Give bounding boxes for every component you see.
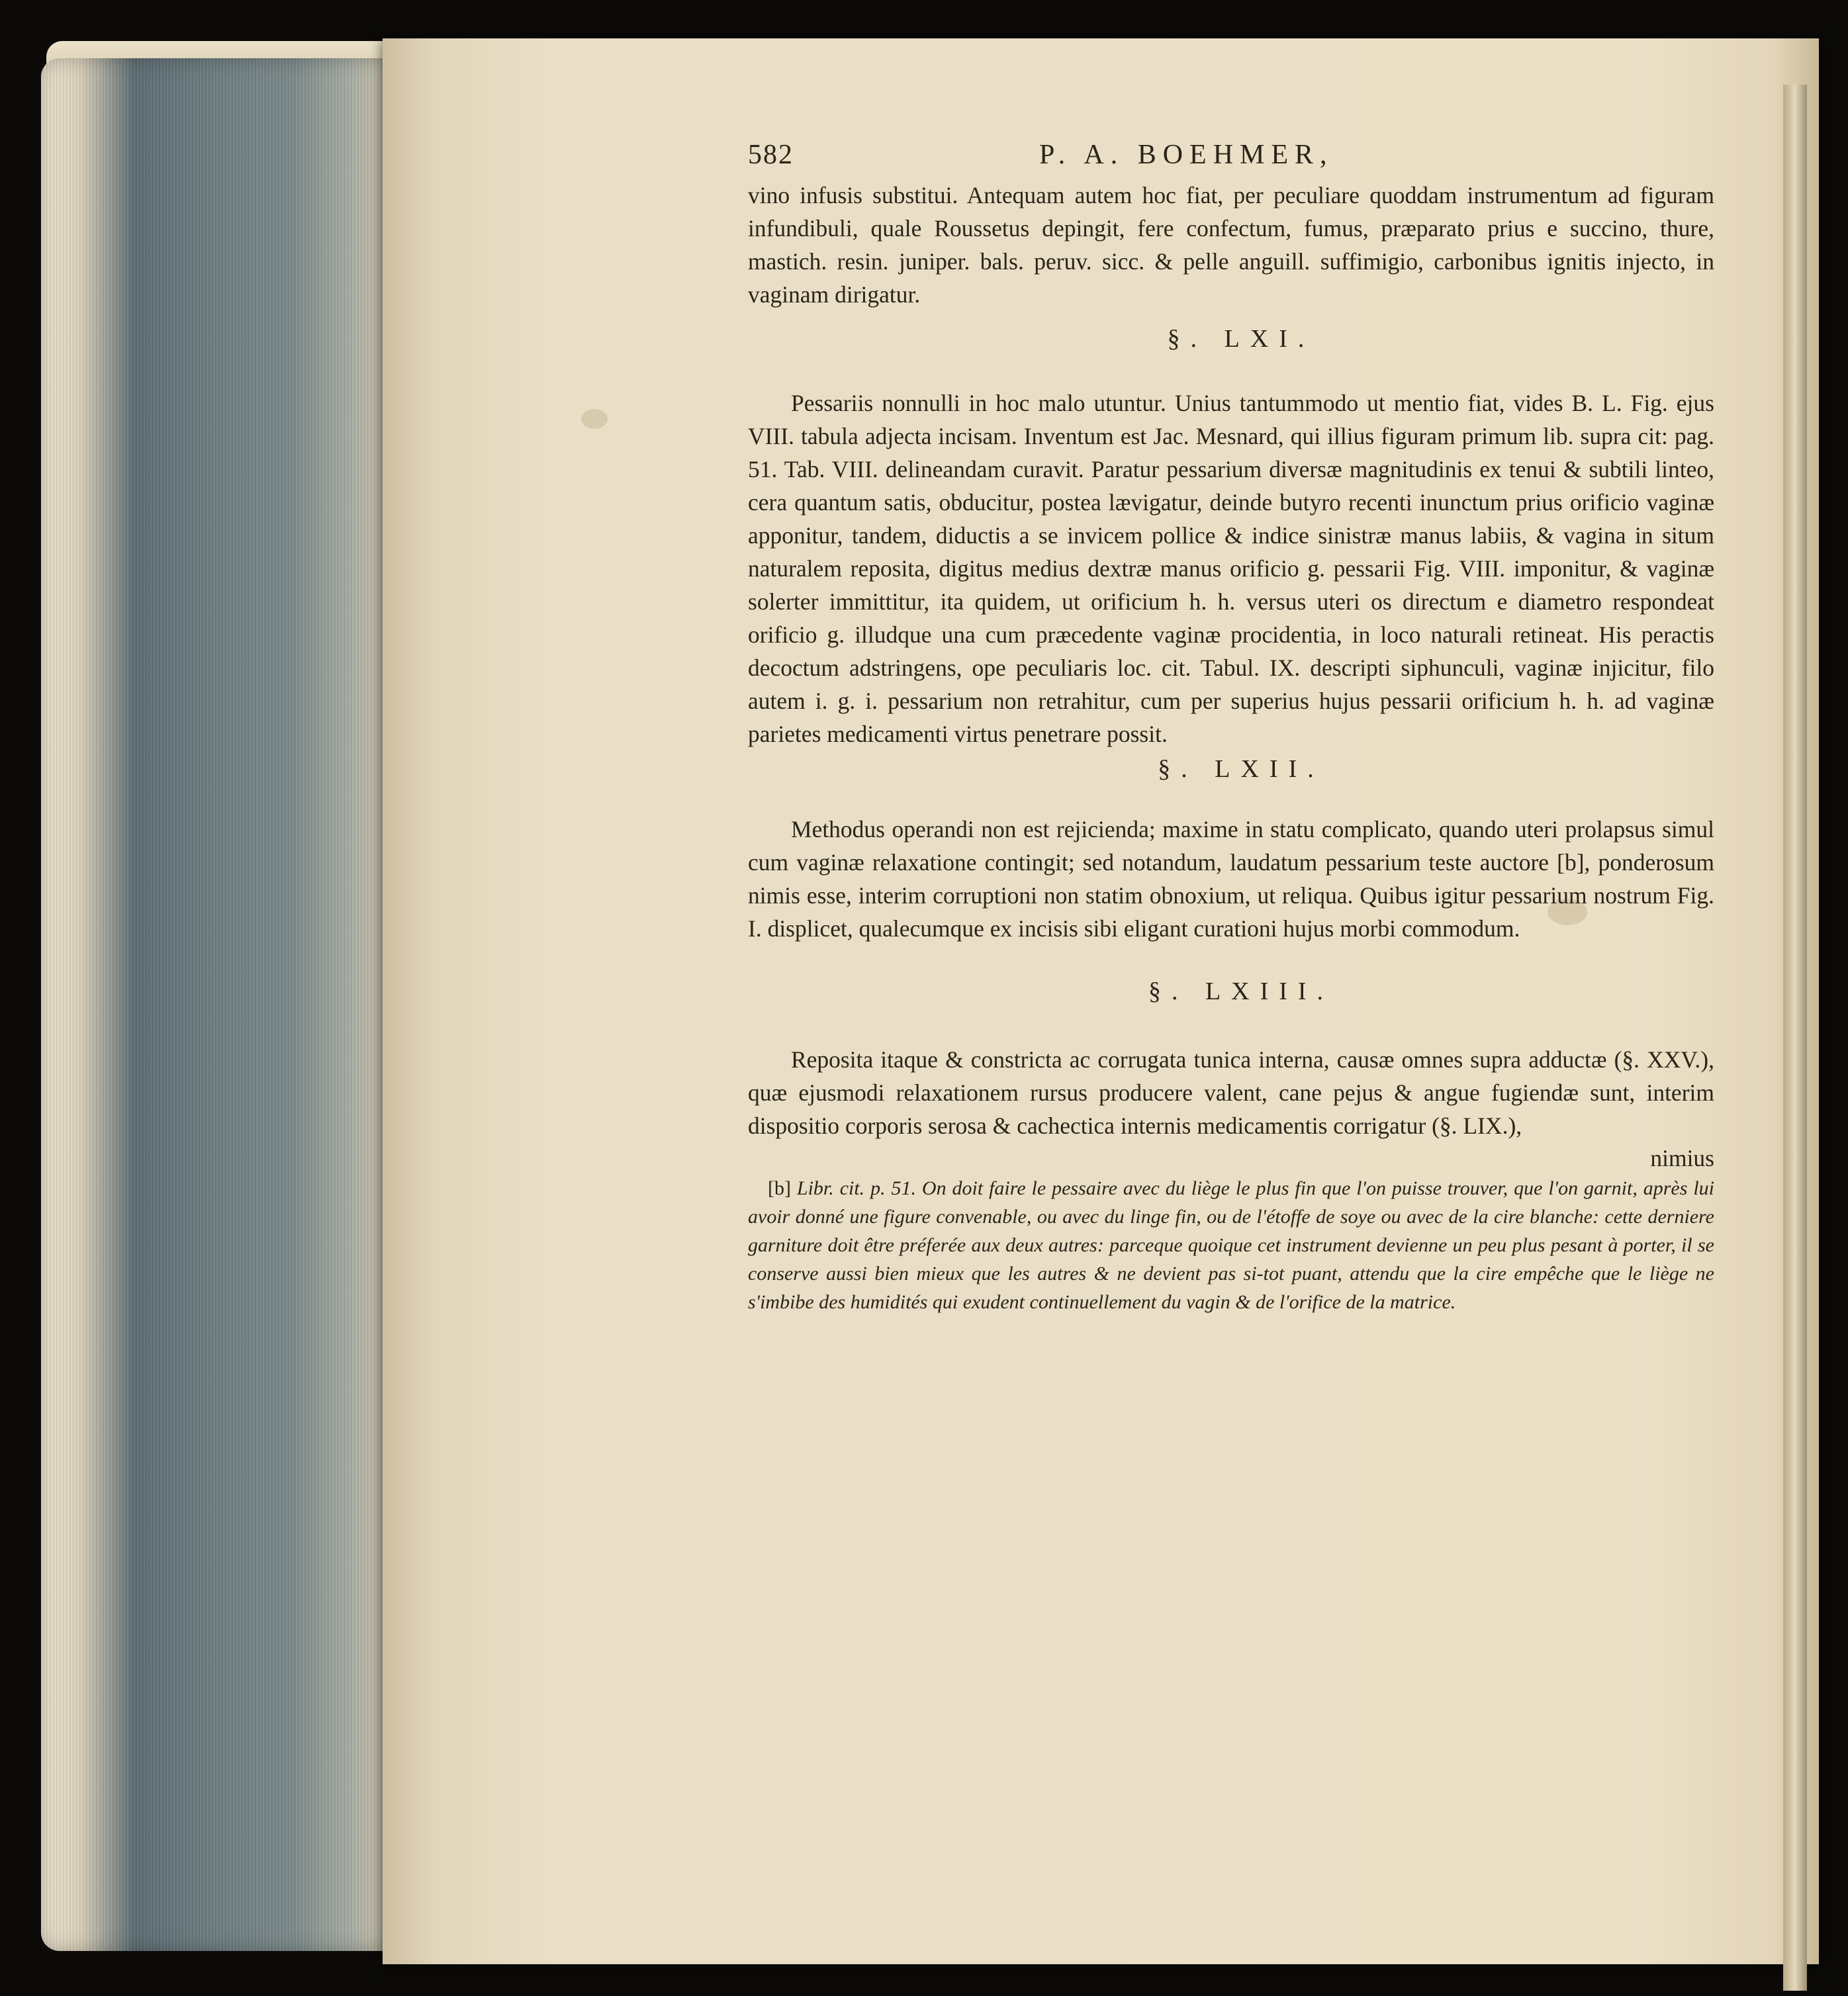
page-text — [748, 139, 1714, 1316]
running-title: P. A. BOEHMER, — [1039, 140, 1334, 170]
paper-stain — [581, 409, 608, 429]
facing-page-edge — [1783, 85, 1807, 1991]
section-heading-61: §. LXI. — [1167, 325, 1315, 353]
section-text-61: Pessariis nonnulli in hoc malo utuntur. Unius tantummodo ut mentio fiat, vides B. L. Fig. ejus VIII. tabula adjecta incisam. Inventum est Jac. Mesnard, qui illius figuram primum lib. supra cit: pag. 51. Tab. VIII. delineandam curavit. Paratur pessarium diversæ magnitudinis ex tenui & subtili linteo, cera quantum satis, obducitur, postea lævigatur, deinde butyro recenti inunctum prius orificio vaginæ apponitur, tandem, diductis a se invicem pollice & indice sinistræ manus labiis, & vagina in situm naturalem reposita, digitus medius dextræ manus orificio g. pessarii Fig. VIII. imponitur, & vaginæ solerter immittitur, ita quidem, ut orificium h. h. versus uteri os directum e diametro respondeat orificio g. illudque una cum præcedente vaginæ procidentia, in loco naturali retineat. His peractis decoctum adstringens, ope peculiaris loc. cit. Tabul. IX. descripti siphunculi, vaginæ injicitur, filo autem i. g. i. pessarium non retrahitur, cum per superius hujus pessarii orificium h. h. ad vaginæ parietes medicamenti virtus penetrare possit. — [748, 390, 1714, 747]
footnote-marker: [b] — [768, 1177, 791, 1199]
section-text-63: Reposita itaque & constricta ac corrugata tunica interna, causæ omnes supra adductæ (§. XXV.), quæ ejusmodi relaxationem rursus producere valent, cane pejus & angue fugiendæ sunt, interim dispositio corporis serosa & cachectica internis medicamentis corrigatur (§. LIX.), — [748, 1046, 1714, 1139]
section-heading-63: §. LXIII. — [1148, 977, 1334, 1005]
section-text-62: Methodus operandi non est rejicienda; maxime in statu complicato, quando uteri prolapsus simul cum vaginæ relaxatione contingit; sed notandum, laudatum pessarium teste auctore [b], ponderosum nimis esse, interim corruptioni non statim obnoxium, ut reliqua. Quibus igitur pessarium nostrum Fig. I. displicet, qualecumque ex incisis sibi eligant curationi hujus morbi commodum. — [748, 816, 1714, 942]
catchword: nimius — [1650, 1145, 1714, 1171]
footnote — [748, 1174, 1714, 1316]
book-page-edges — [41, 58, 392, 1951]
section-heading-62: §. LXII. — [1158, 755, 1324, 783]
page-number: 582 — [748, 140, 794, 170]
running-head — [748, 139, 1714, 179]
footnote-text: Libr. cit. p. 51. On doit faire le pessaire avec du liège le plus fin que l'on puisse trouver, que l'on garnit, après lui avoir donné une figure convenable, ou avec du linge fin, ou de l'étoffe de soye ou avec de la cire blanche: cette derniere garniture doit être préferée aux deux autres: parceque quoique cet instrument devienne un peu plus pesant à porter, il se conserve aussi bien mieux que les autres & ne devient pas si-tot puant, attendu que la cire empêche que le liège ne s'imbibe des humidités qui exudent continuellement du vagin & de l'orifice de la matrice. — [748, 1177, 1715, 1313]
paragraph-continued: vino infusis substitui. Antequam autem hoc fiat, per peculiare quoddam instrumentum ad figuram infundibuli, quale Roussetus depingit, fere confectum, fumus, præparato prius e succino, thure, mastich. resin. juniper. bals. peruv. sicc. & pelle anguill. suffimigio, carbonibus ignitis injecto, in vaginam dirigatur. — [748, 182, 1714, 308]
